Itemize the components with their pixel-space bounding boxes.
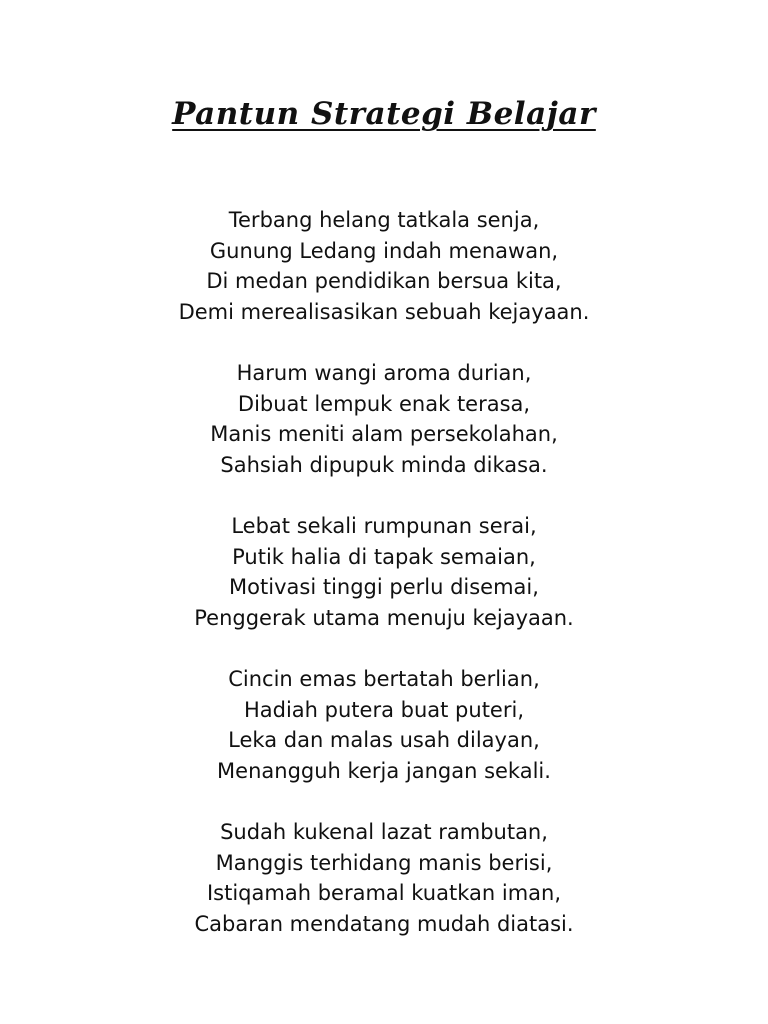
poem-body <box>0 205 768 970</box>
stanza-2 <box>0 358 768 480</box>
poem-line: Penggerak utama menuju kejayaan. <box>194 605 574 630</box>
poem-line: Sudah kukenal lazat rambutan, <box>220 820 548 844</box>
poem-line: Gunung Ledang indah menawan, <box>209 238 559 263</box>
stanza-3 <box>0 511 768 633</box>
poem-line: Di medan pendidikan bersua kita, <box>206 269 562 293</box>
poem-line: Manggis terhidang manis berisi, <box>215 850 553 875</box>
poem-line: Hadiah putera buat puteri, <box>243 697 524 722</box>
page-title <box>0 94 768 134</box>
poem-line: Leka dan malas usah dilayan, <box>228 728 540 752</box>
stanza-5 <box>0 817 768 939</box>
stanza-4 <box>0 664 768 786</box>
poem-line: Cincin emas bertatah berlian, <box>228 667 540 691</box>
poem-line: Lebat sekali rumpunan serai, <box>231 514 537 538</box>
poem-line: Istiqamah beramal kuatkan iman, <box>206 881 562 905</box>
poem-line: Terbang helang tatkala senja, <box>228 208 540 232</box>
poem-line: Demi merealisasikan sebuah kejayaan. <box>178 299 590 324</box>
poem-line: Sahsiah dipupuk minda dikasa. <box>220 452 548 477</box>
poem-line: Harum wangi aroma durian, <box>236 361 532 385</box>
page-title-text: Pantun Strategi Belajar <box>172 96 596 132</box>
poem-line: Putik halia di tapak semaian, <box>232 544 536 569</box>
stanza-1 <box>0 205 768 327</box>
poem-line: Manis meniti alam persekolahan, <box>210 422 558 446</box>
poem-line: Motivasi tinggi perlu disemai, <box>229 575 539 599</box>
poem-line: Cabaran mendatang mudah diatasi. <box>194 911 574 936</box>
poem-line: Dibuat lempuk enak terasa, <box>237 391 531 416</box>
poem-line: Menangguh kerja jangan sekali. <box>217 758 551 783</box>
